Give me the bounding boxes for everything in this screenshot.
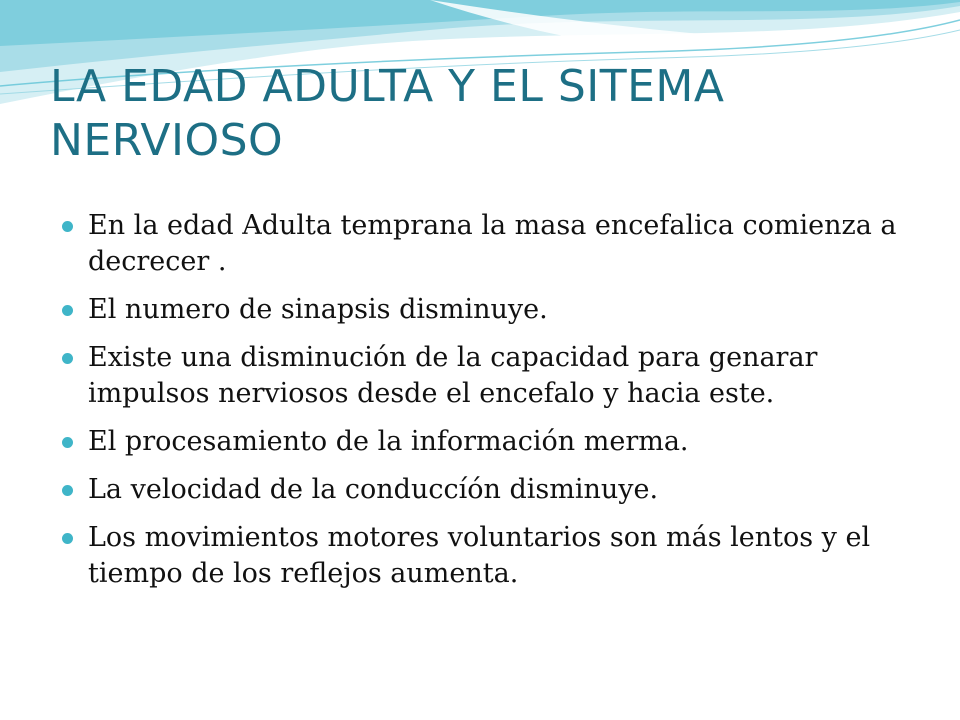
bullet-text: Los movimientos motores voluntarios son más lentos y el tiempo de los reflejos aumenta.: [88, 522, 871, 589]
bullet-item: [60, 472, 920, 508]
bullet-item: [60, 424, 920, 460]
bullet-list: [60, 208, 920, 604]
bullet-item: [60, 340, 920, 412]
bullet-text: La velocidad de la conduccíón disminuye.: [88, 474, 659, 505]
bullet-dot-icon: [62, 353, 73, 364]
bullet-dot-icon: [62, 437, 73, 448]
slide-title: LA EDAD ADULTA Y EL SITEMA NERVIOSO: [50, 61, 725, 166]
bullet-item: [60, 520, 920, 592]
bullet-text: El procesamiento de la información merma.: [88, 426, 689, 457]
bullet-text: Existe una disminución de la capacidad para genarar impulsos nerviosos desde el encefalo y hacia este.: [88, 342, 818, 409]
bullet-dot-icon: [62, 305, 73, 316]
bullet-text: En la edad Adulta temprana la masa encefalica comienza a decrecer .: [88, 210, 897, 277]
bullet-text: El numero de sinapsis disminuye.: [88, 294, 548, 325]
bullet-item: [60, 208, 920, 280]
bullet-dot-icon: [62, 485, 73, 496]
bullet-dot-icon: [62, 221, 73, 232]
bullet-item: [60, 292, 920, 328]
bullet-dot-icon: [62, 533, 73, 544]
